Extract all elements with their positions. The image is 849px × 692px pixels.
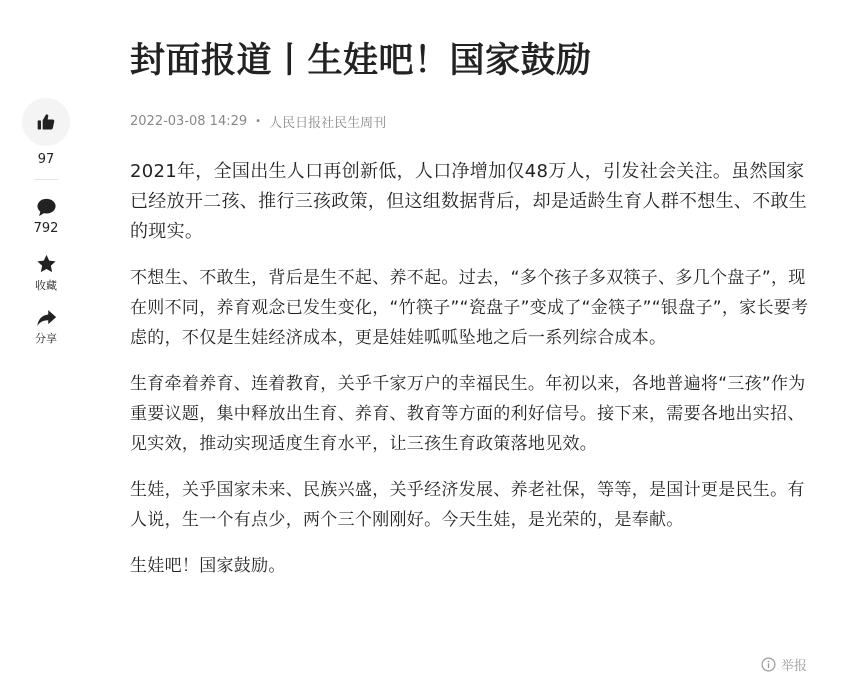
share-label: 分享: [35, 332, 57, 345]
thumbs-up-icon: [36, 112, 56, 132]
favorite-button[interactable]: [22, 254, 70, 293]
comment-button[interactable]: [22, 198, 70, 236]
article: [130, 40, 810, 597]
article-meta: [130, 112, 810, 131]
like-button-circle[interactable]: [22, 98, 70, 146]
paragraph: 生娃吧！国家鼓励。: [130, 556, 286, 576]
article-content: [130, 157, 810, 581]
publish-date: 2022-03-08 14:29: [130, 114, 248, 129]
comment-count: 792: [33, 221, 59, 236]
like-count: 97: [37, 152, 55, 167]
action-divider: [34, 179, 58, 180]
paragraph: 不想生、不敢生，背后是生不起、养不起。过去，“多个孩子多双筷子、多几个盘子”，现在则不同，养育观念已发生变化，“竹筷子”“瓷盘子”变成了“金筷子”“银盘子”，家长要考虑的，不仅是生娃经济成本，更是娃娃呱呱坠地之后一系列综合成本。: [130, 268, 809, 348]
article-title: 封面报道丨生娃吧！国家鼓励: [130, 41, 592, 81]
like-button[interactable]: [22, 98, 70, 167]
star-icon: [36, 254, 57, 274]
paragraph: 生娃，关乎国家未来、民族兴盛，关乎经济发展、养老社保，等等，是国计更是民生。有人说，生一个有点少，两个三个刚刚好。今天生娃，是光荣的，是奉献。: [130, 480, 805, 530]
article-source: 人民日报社民生周刊: [269, 116, 387, 131]
share-arrow-icon: [36, 309, 57, 327]
info-circle-icon: [761, 657, 776, 672]
report-label: 举报: [780, 659, 807, 674]
comment-bubble-icon: [36, 198, 57, 217]
paragraph: 2021年，全国出生人口再创新低，人口净增加仅48万人，引发社会关注。虽然国家已经放开二孩、推行三孩政策，但这组数据背后，却是适龄生育人群不想生、不敢生的现实。: [130, 161, 808, 242]
share-button[interactable]: [22, 309, 70, 346]
favorite-label: 收藏: [35, 279, 57, 292]
paragraph: 生育牵着养育、连着教育，关乎千家万户的幸福民生。年初以来，各地普遍将“三孩”作为重要议题，集中释放出生育、养育、教育等方面的利好信号。接下来，需要各地出实招、见实效，推动实现适度生育水平，让三孩生育政策落地见效。: [130, 374, 806, 454]
article-action-bar: [22, 98, 70, 346]
report-link[interactable]: [761, 655, 807, 674]
meta-separator: •: [255, 116, 262, 127]
